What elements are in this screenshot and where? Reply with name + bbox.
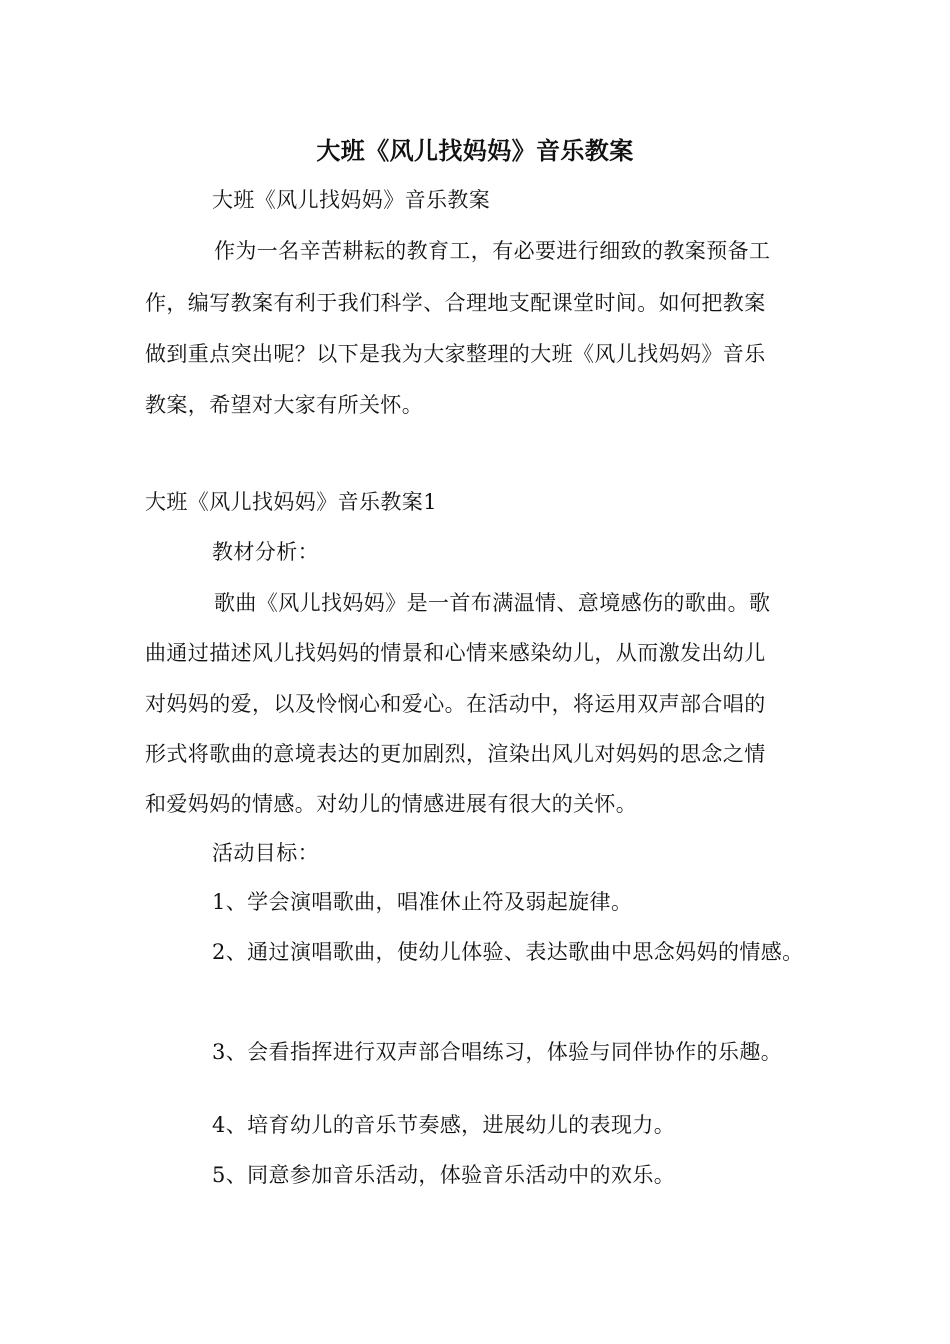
materials-line: 歌曲《风儿找妈妈》是一首布满温情、意境感伤的歌曲。歌 xyxy=(214,591,771,615)
materials-heading: 教材分析： xyxy=(212,540,319,564)
intro-line: 作，编写教案有利于我们科学、合理地支配课堂时间。如何把教案 xyxy=(145,291,766,315)
intro-line: 教案，希望对大家有所关怀。 xyxy=(145,393,424,417)
document-title: 大班《风儿找妈妈》音乐教案 xyxy=(316,136,634,165)
goal-item: 3、会看指挥进行双声部合唱练习，体验与同伴协作的乐趣。 xyxy=(212,1040,783,1064)
intro-line: 作为一名辛苦耕耘的教育工，有必要进行细致的教案预备工 xyxy=(214,239,771,263)
section-heading: 大班《风儿找妈妈》音乐教案1 xyxy=(145,490,437,514)
document-subtitle: 大班《风儿找妈妈》音乐教案 xyxy=(212,188,491,212)
goal-item: 2、通过演唱歌曲，使幼儿体验、表达歌曲中思念妈妈的情感。 xyxy=(212,940,804,964)
goal-item: 5、同意参加音乐活动，体验音乐活动中的欢乐。 xyxy=(212,1163,676,1187)
materials-line: 曲通过描述风儿找妈妈的情景和心情来感染幼儿，从而激发出幼儿 xyxy=(145,641,766,665)
materials-line: 形式将歌曲的意境表达的更加剧烈，渲染出风儿对妈妈的思念之情 xyxy=(145,742,766,766)
materials-line: 和爱妈妈的情感。对幼儿的情感进展有很大的关怀。 xyxy=(145,792,638,816)
goal-item: 4、培育幼儿的音乐节奏感，进展幼儿的表现力。 xyxy=(212,1113,676,1137)
intro-line: 做到重点突出呢？以下是我为大家整理的大班《风儿找妈妈》音乐 xyxy=(145,342,766,366)
goals-heading: 活动目标： xyxy=(212,841,319,865)
materials-line: 对妈妈的爱，以及怜悯心和爱心。在活动中，将运用双声部合唱的 xyxy=(145,692,766,716)
goal-item: 1、学会演唱歌曲，唱准休止符及弱起旋律。 xyxy=(212,890,633,914)
